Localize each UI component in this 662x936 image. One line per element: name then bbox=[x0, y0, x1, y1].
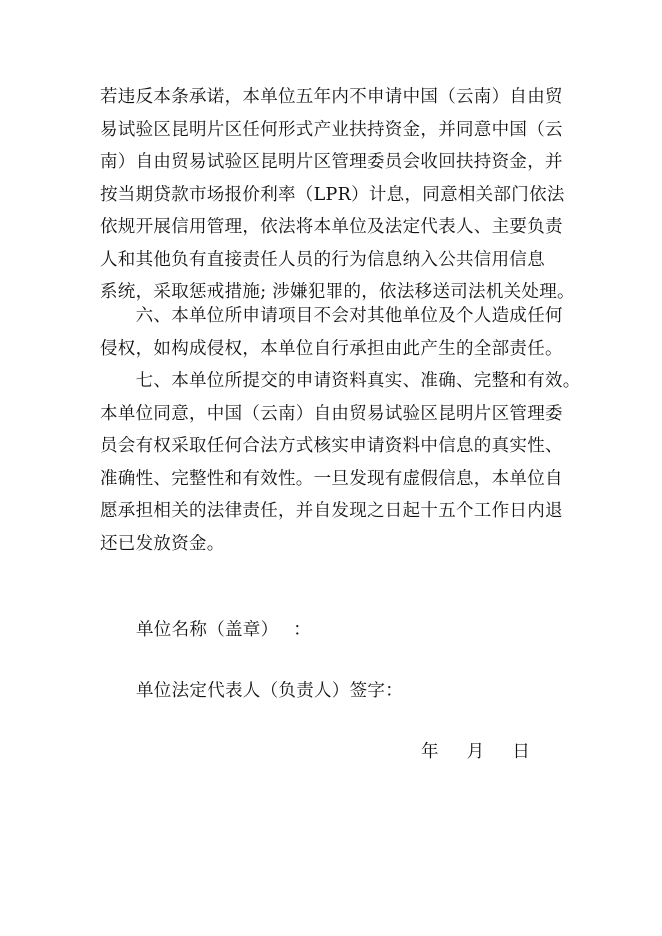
text-line: 六、本单位所申请项目不会对其他单位及个人造成任何 bbox=[100, 306, 563, 326]
text-line: 系统，采取惩戒措施; 涉嫌犯罪的，依法移送司法机关处理。 bbox=[100, 282, 575, 302]
text-line: 按当期贷款市场报价利率（LPR）计息，同意相关部门依法 bbox=[100, 184, 565, 205]
text-line: 人和其他负有直接责任人员的行为信息纳入公共信用信息 bbox=[100, 249, 545, 270]
paragraph-item-six bbox=[100, 300, 568, 365]
date-year-label: 年 bbox=[421, 742, 439, 762]
text-line: 若违反本条承诺，本单位五年内不申请中国（云南）自由贸 bbox=[100, 87, 563, 107]
text-line: 准确性、完整性和有效性。一旦发现有虚假信息，本单位自 bbox=[100, 468, 563, 489]
date-month-label: 月 bbox=[466, 742, 485, 762]
text-line: 还已发放资金。 bbox=[100, 533, 225, 554]
date-day-label: 日 bbox=[512, 742, 531, 762]
text-line: 本单位同意，中国（云南）自由贸易试验区昆明片区管理委 bbox=[100, 403, 563, 424]
paragraph-item-seven bbox=[100, 365, 581, 560]
unit-name-seal-label: 单位名称（盖章） ： bbox=[136, 620, 312, 640]
text-line: 员会有权采取任何合法方式核实申请资料中信息的真实性、 bbox=[100, 436, 563, 456]
legal-representative-signature-label: 单位法定代表人（负责人）签字： bbox=[136, 681, 403, 701]
text-line: 七、本单位所提交的申请资料真实、准确、完整和有效。 bbox=[100, 371, 581, 391]
text-line: 侵权，如构成侵权，本单位自行承担由此产生的全部责任。 bbox=[100, 338, 563, 359]
signature-date bbox=[421, 738, 530, 763]
paragraph-violation-commitment bbox=[100, 81, 575, 309]
text-line: 愿承担相关的法律责任，并自发现之日起十五个工作日内退 bbox=[100, 501, 563, 521]
text-line: 易试验区昆明片区任何形式产业扶持资金，并同意中国（云 bbox=[100, 119, 563, 140]
text-line: 南）自由贸易试验区昆明片区管理委员会收回扶持资金，并 bbox=[100, 152, 563, 172]
text-line: 依规开展信用管理，依法将本单位及法定代表人、主要负责 bbox=[100, 217, 563, 237]
